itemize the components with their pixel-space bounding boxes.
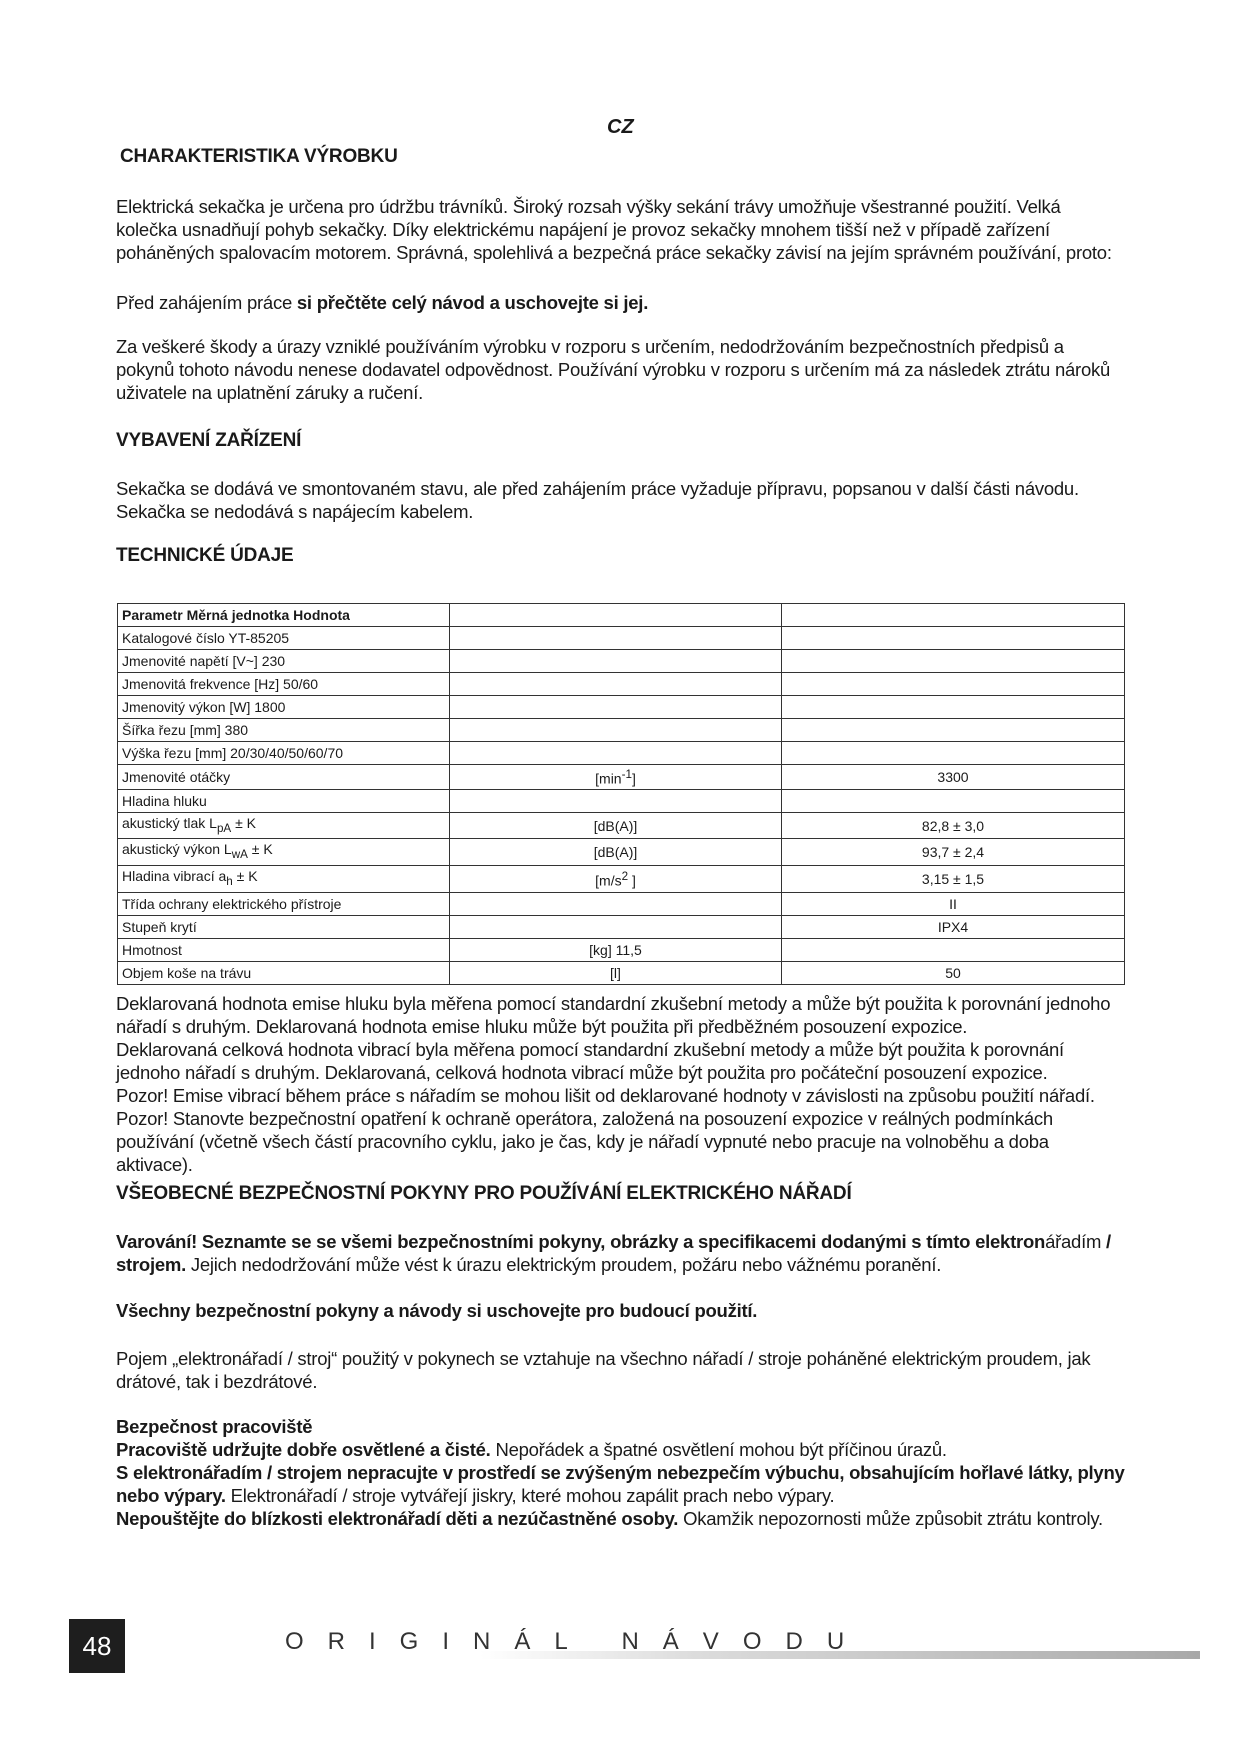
param-text: Hladina vibrací a bbox=[122, 868, 227, 885]
param-text: akustický výkon L bbox=[122, 841, 232, 858]
warning-text: Jejich nedodržování může vést k úrazu elektrickým proudem, požáru nebo vážnému poranění. bbox=[185, 1254, 942, 1275]
table-cell bbox=[450, 742, 782, 765]
heading-equipment: VYBAVENÍ ZAŘÍZENÍ bbox=[116, 430, 302, 451]
table-row bbox=[118, 939, 1125, 962]
footer-title: ORIGINÁL NÁVODU bbox=[285, 1628, 869, 1655]
table-cell: Objem koše na trávu bbox=[118, 962, 450, 985]
table-cell: Třída ochrany elektrického přístroje bbox=[118, 893, 450, 916]
table-cell bbox=[782, 719, 1125, 742]
workplace-item-text: Nepořádek a špatné osvětlení mohou být příčinou úrazů. bbox=[490, 1439, 947, 1460]
table-cell: 82,8 ± 3,0 bbox=[782, 812, 1125, 839]
table-cell: [kg] 11,5 bbox=[450, 939, 782, 962]
param-text: akustický tlak L bbox=[122, 814, 217, 831]
table-cell: [l] bbox=[450, 962, 782, 985]
table-cell: 3300 bbox=[782, 765, 1125, 790]
param-text-end: ± K bbox=[231, 814, 257, 831]
table-row bbox=[118, 719, 1125, 742]
read-text: Před zahájením práce bbox=[116, 292, 297, 313]
workplace-title: Bezpečnost pracoviště bbox=[116, 1416, 313, 1437]
workplace-item bbox=[116, 1507, 1126, 1530]
table-cell bbox=[782, 696, 1125, 719]
param-subscript: pA bbox=[216, 821, 232, 835]
table-row bbox=[118, 866, 1125, 893]
section-workplace-safety bbox=[116, 1415, 1126, 1530]
table-cell bbox=[450, 604, 782, 627]
param-text-end: ± K bbox=[232, 868, 258, 885]
table-row bbox=[118, 650, 1125, 673]
table-cell bbox=[782, 604, 1125, 627]
table-row bbox=[118, 673, 1125, 696]
table-cell: Parametr Měrná jednotka Hodnota bbox=[118, 604, 450, 627]
table-cell bbox=[450, 719, 782, 742]
workplace-item bbox=[116, 1438, 1126, 1461]
table-cell bbox=[782, 789, 1125, 812]
table-cell bbox=[450, 765, 782, 790]
table-cell bbox=[450, 893, 782, 916]
unit-text-end: ] bbox=[628, 872, 636, 889]
paragraph-intro: Elektrická sekačka je určena pro údržbu trávníků. Široký rozsah výšky sekání trávy umožňuje všestranné použití. Velká kolečka usnadňují pohyb sekačky. Díky elektrickému napájení je provoz sekačky mnohem tišší než v případě zařízení poháněných spalovacím motorem. Správná, spolehlivá a bezpečná práce sekačky závisí na jejím správném používání, proto: bbox=[116, 196, 1112, 263]
table-cell bbox=[450, 789, 782, 812]
warning-regular: ářadím bbox=[1045, 1231, 1102, 1252]
unit-text-end: ] bbox=[631, 770, 636, 787]
paragraph-equipment: Sekačka se dodává ve smontovaném stavu, ale před zahájením práce vyžaduje přípravu, popsanou v další části návodu. Sekačka se nedodává s napájecím kabelem. bbox=[116, 478, 1079, 522]
table-row bbox=[118, 839, 1125, 866]
param-subscript: h bbox=[226, 875, 233, 889]
unit-superscript: -1 bbox=[621, 768, 632, 781]
table-cell: 50 bbox=[782, 962, 1125, 985]
table-cell: Hmotnost bbox=[118, 939, 450, 962]
language-code: CZ bbox=[607, 116, 634, 138]
param-text-end: ± K bbox=[247, 841, 273, 858]
heading-technical-data: TECHNICKÉ ÚDAJE bbox=[116, 545, 294, 566]
emission-line: Pozor! Stanovte bezpečnostní opatření k ochraně operátora, založená na posouzení expozice v reálných podmínkách používání (včetně všech částí pracovního cyklu, jako je čas, kdy je nářadí vypnuté nebo pracuje na volnoběhu a doba aktivace). bbox=[116, 1108, 1053, 1175]
technical-data-table bbox=[117, 603, 1125, 985]
table-row bbox=[118, 789, 1125, 812]
table-cell bbox=[118, 866, 450, 893]
read-text-bold: si přečtěte celý návod a uschovejte si jej. bbox=[296, 292, 649, 313]
table-cell: Hladina hluku bbox=[118, 789, 450, 812]
table-row bbox=[118, 893, 1125, 916]
table-cell bbox=[450, 650, 782, 673]
unit-superscript: 2 bbox=[621, 870, 629, 884]
table-row bbox=[118, 812, 1125, 839]
heading-safety: VŠEOBECNÉ BEZPEČNOSTNÍ POKYNY PRO POUŽÍVÁNÍ ELEKTRICKÉHO NÁŘADÍ bbox=[116, 1183, 852, 1204]
emission-line: Deklarovaná hodnota emise hluku byla měřena pomocí standardní zkušební metody a může být použita k porovnání jednoho nářadí s druhým. Deklarovaná hodnota emise hluku může být použita při předběžném posouzení expozice. bbox=[116, 993, 1111, 1037]
table-cell: 93,7 ± 2,4 bbox=[782, 839, 1125, 866]
table-cell bbox=[118, 812, 450, 839]
paragraph-read-manual bbox=[116, 291, 1126, 314]
table-cell: Jmenovité otáčky bbox=[118, 765, 450, 790]
table-cell: IPX4 bbox=[782, 916, 1125, 939]
table-cell: Jmenovitý výkon [W] 1800 bbox=[118, 696, 450, 719]
table-cell: [dB(A)] bbox=[450, 812, 782, 839]
table-cell bbox=[450, 673, 782, 696]
table-cell: [dB(A)] bbox=[450, 839, 782, 866]
paragraph-liability: Za veškeré škody a úrazy vzniklé používáním výrobku v rozporu s určením, nedodržováním bezpečnostních předpisů a pokynů tohoto návodu nenese dodavatel odpovědnost. Používání výrobku v rozporu s určením má za následek ztrátu nároků uživatele na uplatnění záruky a ručení. bbox=[116, 336, 1111, 403]
table-row bbox=[118, 696, 1125, 719]
emission-line: Pozor! Emise vibrací během práce s nářadím se mohou lišit od deklarované hodnoty v závislosti na způsobu použití nářadí. bbox=[116, 1085, 1095, 1106]
param-subscript: wA bbox=[231, 848, 248, 862]
table-row bbox=[118, 916, 1125, 939]
table-cell bbox=[450, 627, 782, 650]
table-row bbox=[118, 765, 1125, 790]
table-row bbox=[118, 742, 1125, 765]
table-cell: Šířka řezu [mm] 380 bbox=[118, 719, 450, 742]
table-cell: Výška řezu [mm] 20/30/40/50/60/70 bbox=[118, 742, 450, 765]
table-row bbox=[118, 627, 1125, 650]
table-cell: 3,15 ± 1,5 bbox=[782, 866, 1125, 893]
table-cell bbox=[450, 696, 782, 719]
table-cell: Jmenovité napětí [V~] 230 bbox=[118, 650, 450, 673]
table-cell: II bbox=[782, 893, 1125, 916]
workplace-item-bold: Pracoviště udržujte dobře osvětlené a čisté. bbox=[116, 1439, 491, 1460]
table-header-row bbox=[118, 604, 1125, 627]
workplace-item-text: Elektronářadí / stroje vytvářejí jiskry, které mohou zapálit prach nebo výpary. bbox=[225, 1485, 835, 1506]
table-cell bbox=[450, 916, 782, 939]
heading-product: CHARAKTERISTIKA VÝROBKU bbox=[120, 146, 398, 167]
workplace-item-bold: S elektronářadím / strojem nepracujte v prostředí se zvýšeným nebezpečím výbuchu, obsahujícím hořlavé látky, plyny nebo výpary. bbox=[116, 1462, 1125, 1506]
page-number: 48 bbox=[69, 1619, 125, 1673]
workplace-item bbox=[116, 1461, 1126, 1507]
paragraph-keep-instructions: Všechny bezpečnostní pokyny a návody si uschovejte pro budoucí použití. bbox=[116, 1300, 758, 1321]
table-cell bbox=[782, 939, 1125, 962]
warning-bold-end: / strojem. bbox=[116, 1231, 1111, 1275]
table-cell bbox=[782, 742, 1125, 765]
paragraph-term: Pojem „elektronářadí / stroj“ použitý v pokynech se vztahuje na všechno nářadí / stroje poháněné elektrickým proudem, jak drátové, tak i bezdrátové. bbox=[116, 1348, 1091, 1392]
table-cell: Stupeň krytí bbox=[118, 916, 450, 939]
table-cell: Jmenovitá frekvence [Hz] 50/60 bbox=[118, 673, 450, 696]
emission-line: Deklarovaná celková hodnota vibrací byla měřena pomocí standardní zkušební metody a může být použita k porovnání jednoho nářadí s druhým. Deklarovaná, celková hodnota vibrací může být použita pro počáteční posouzení expozice. bbox=[116, 1039, 1064, 1083]
table-cell bbox=[118, 839, 450, 866]
workplace-item-bold: Nepouštějte do blízkosti elektronářadí děti a nezúčastněné osoby. bbox=[116, 1508, 679, 1529]
unit-text: [min bbox=[595, 770, 622, 787]
warning-bold: Varování! Seznamte se se všemi bezpečnostními pokyny, obrázky a specifikacemi dodanými s tímto elektron bbox=[116, 1231, 1046, 1252]
table-cell bbox=[782, 650, 1125, 673]
unit-text: [m/s bbox=[595, 872, 622, 889]
table-cell: Katalogové číslo YT-85205 bbox=[118, 627, 450, 650]
table-cell bbox=[782, 673, 1125, 696]
paragraph-emission bbox=[116, 992, 1126, 1176]
table-cell bbox=[782, 627, 1125, 650]
workplace-item-text: Okamžik nepozornosti může způsobit ztrátu kontroly. bbox=[678, 1508, 1103, 1529]
paragraph-warning bbox=[116, 1230, 1126, 1276]
table-cell bbox=[450, 866, 782, 893]
table-row bbox=[118, 962, 1125, 985]
